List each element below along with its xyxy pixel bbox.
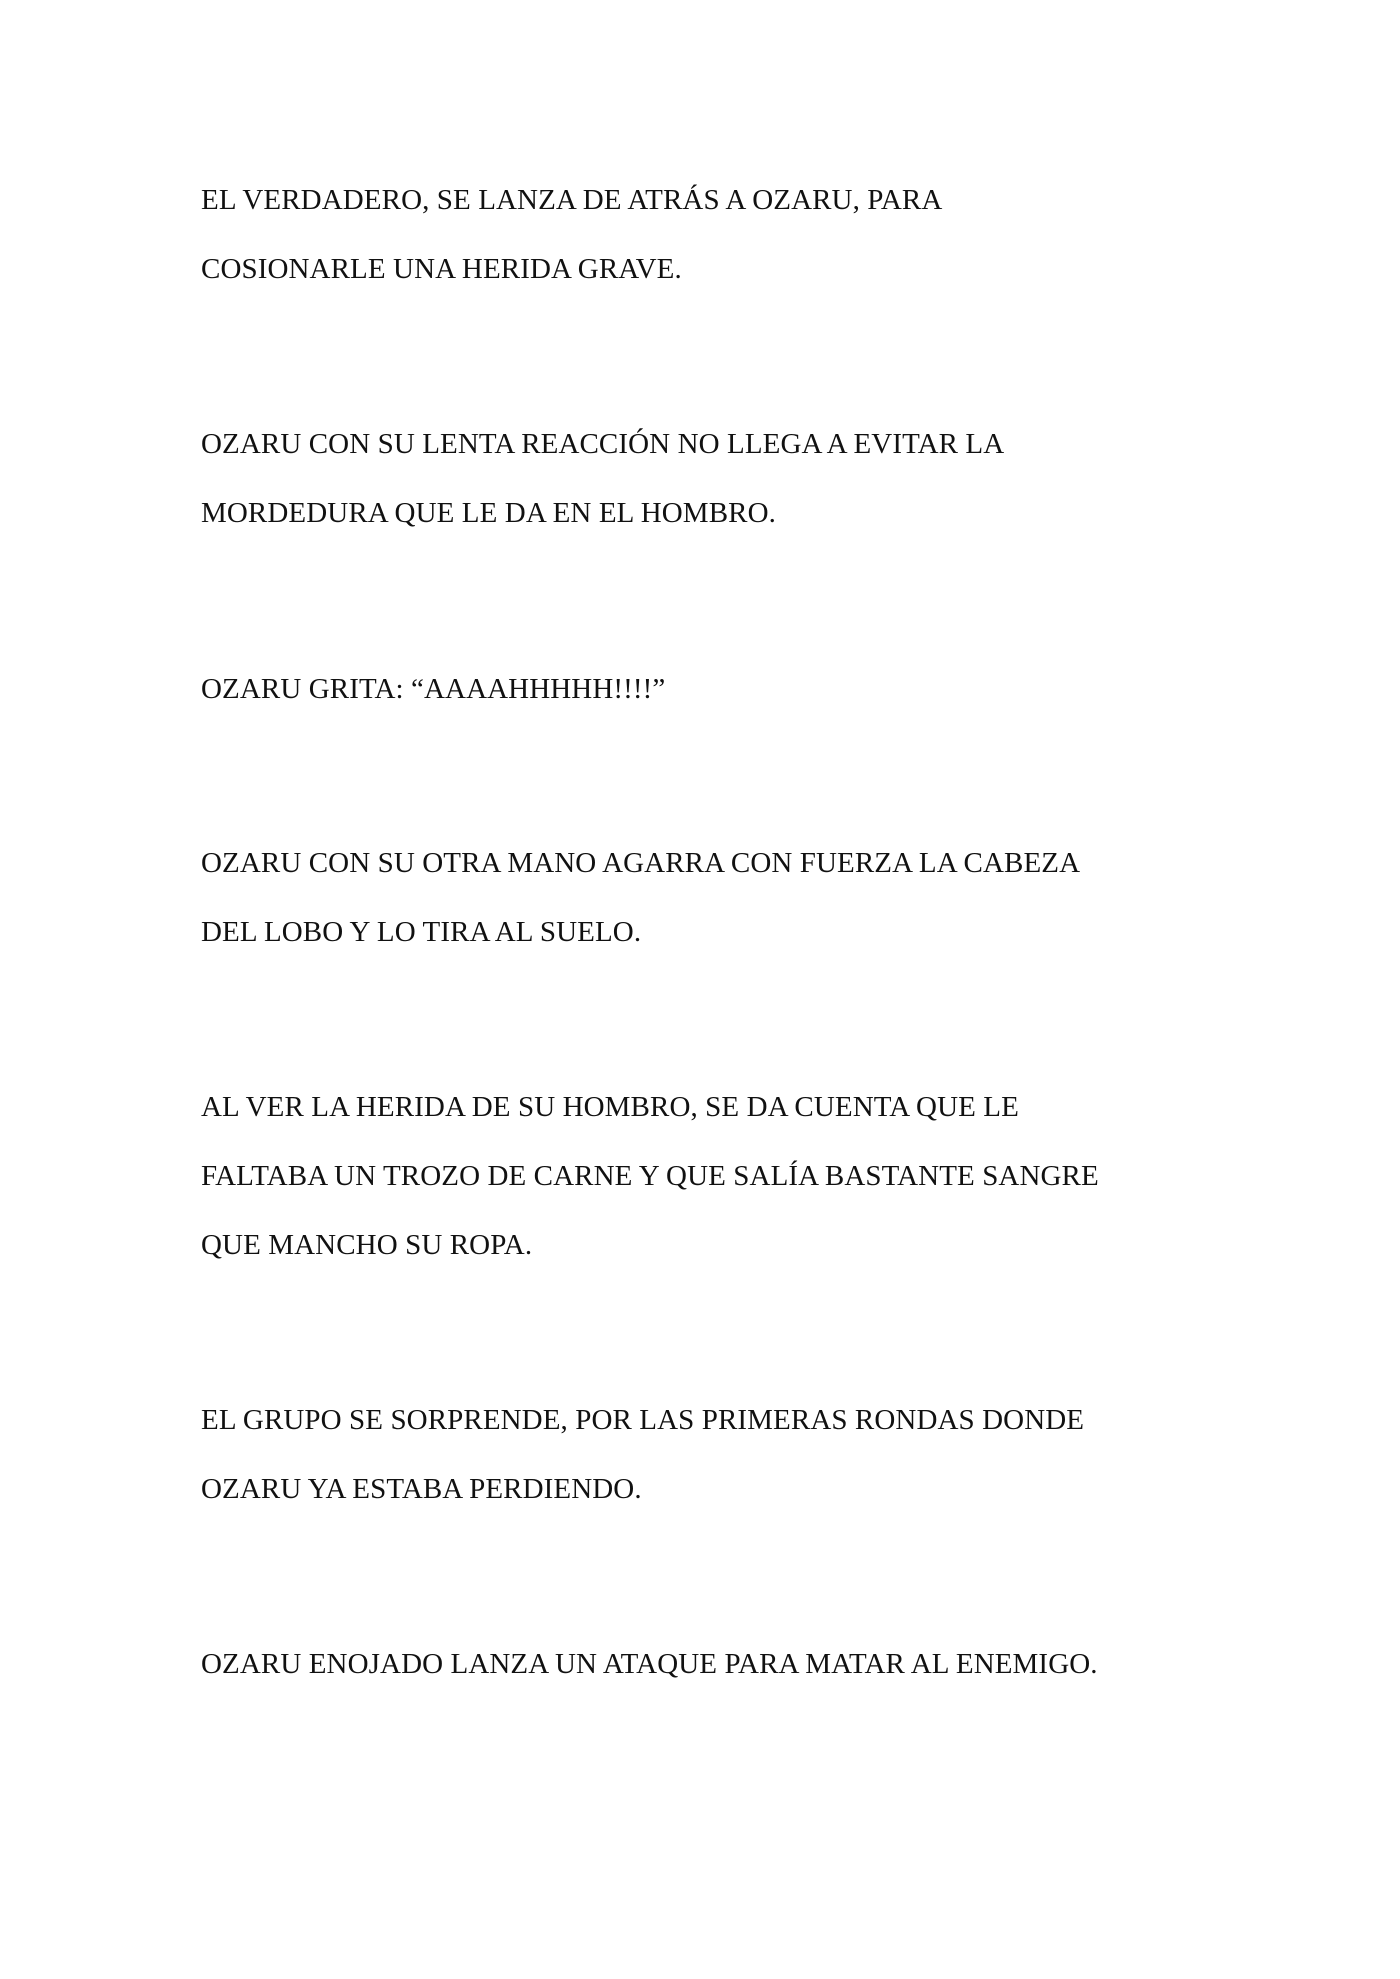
paragraph-5-line-3: QUE MANCHO SU ROPA.: [201, 1229, 533, 1261]
paragraph-7-line-1: OZARU ENOJADO LANZA UN ATAQUE PARA MATAR AL ENEMIGO.: [201, 1648, 1098, 1680]
paragraph-3-line-1: OZARU GRITA: “AAAAHHHHH!!!!”: [201, 673, 666, 705]
paragraph-5-line-1: AL VER LA HERIDA DE SU HOMBRO, SE DA CUENTA QUE LE: [201, 1091, 1019, 1123]
paragraph-1-line-2: COSIONARLE UNA HERIDA GRAVE.: [201, 253, 682, 285]
paragraph-5-line-2: FALTABA UN TROZO DE CARNE Y QUE SALÍA BASTANTE SANGRE: [201, 1160, 1099, 1192]
paragraph-6-line-2: OZARU YA ESTABA PERDIENDO.: [201, 1473, 642, 1505]
paragraph-4-line-2: DEL LOBO Y LO TIRA AL SUELO.: [201, 916, 642, 948]
paragraph-2-line-1: OZARU CON SU LENTA REACCIÓN NO LLEGA A EVITAR LA: [201, 428, 1005, 460]
paragraph-2-line-2: MORDEDURA QUE LE DA EN EL HOMBRO.: [201, 497, 776, 529]
paragraph-4-line-1: OZARU CON SU OTRA MANO AGARRA CON FUERZA LA CABEZA: [201, 847, 1081, 879]
paragraph-6-line-1: EL GRUPO SE SORPRENDE, POR LAS PRIMERAS RONDAS DONDE: [201, 1404, 1085, 1436]
paragraph-1-line-1: EL VERDADERO, SE LANZA DE ATRÁS A OZARU, PARA: [201, 184, 943, 216]
